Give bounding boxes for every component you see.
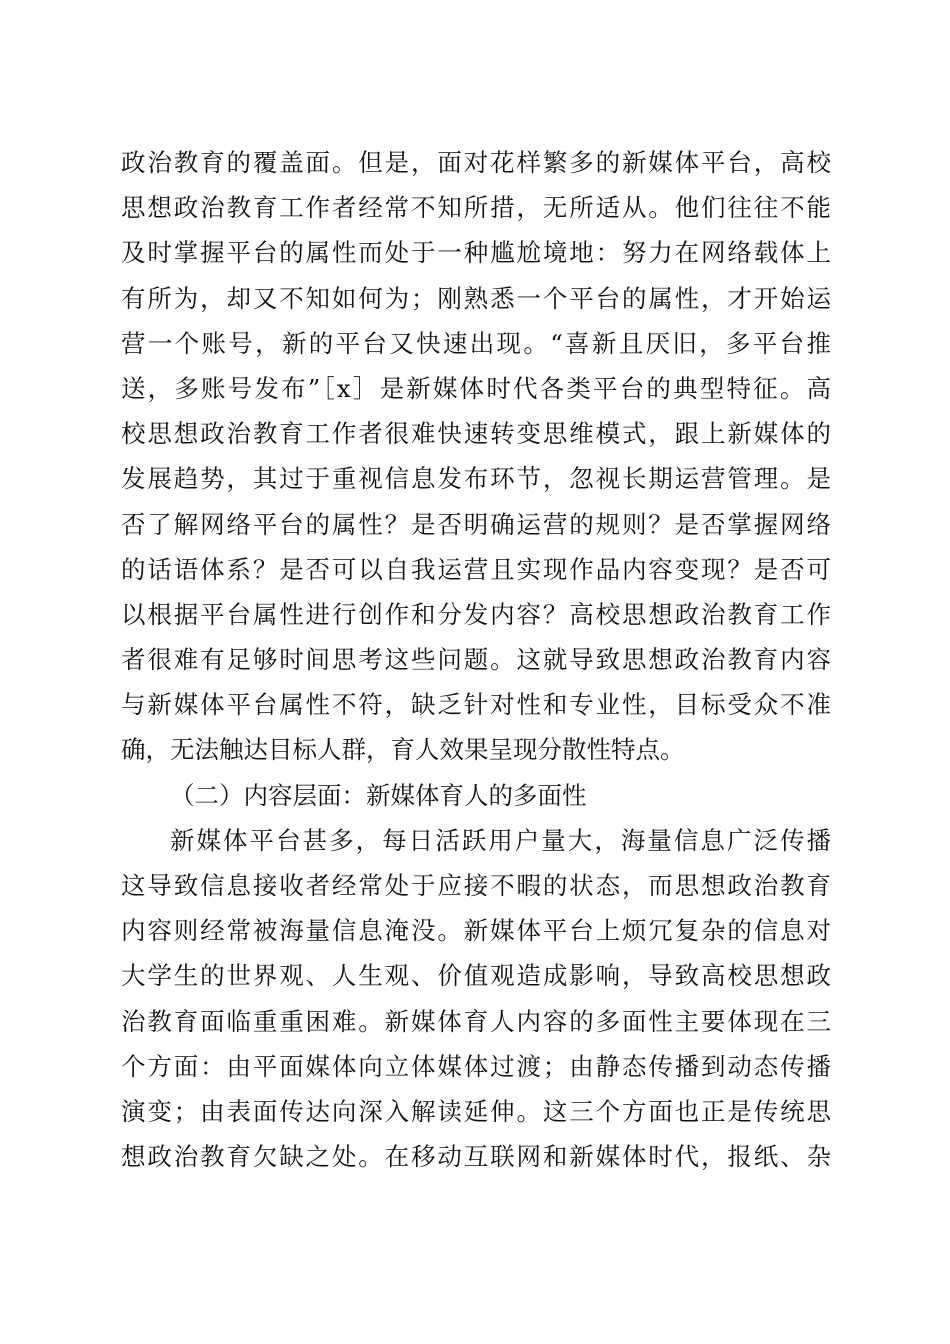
text-line: 这导致信息接收者经常处于应接不暇的状态，而思想政治教育 bbox=[121, 871, 831, 900]
text-line: 校思想政治教育工作者很难快速转变思维模式，跟上新媒体的 bbox=[121, 419, 831, 449]
text-line: 新媒体平台甚多，每日活跃用户量大，海量信息广泛传播 bbox=[170, 825, 831, 855]
text-line: 送，多账号发布”［x］是新媒体时代各类平台的典型特征。高 bbox=[121, 373, 831, 403]
text-line: 有所为，却又不知如何为；刚熟悉一个平台的属性，才开始运 bbox=[121, 283, 831, 313]
paragraph bbox=[121, 140, 831, 773]
section-heading: （二）内容层面：新媒体育人的多面性 bbox=[170, 780, 587, 810]
text-line: 政治教育的覆盖面。但是，面对花样繁多的新媒体平台，高校 bbox=[121, 148, 831, 177]
text-line: 及时掌握平台的属性而处于一种尴尬境地：努力在网络载体上 bbox=[121, 238, 831, 268]
text-line: 的话语体系？是否可以自我运营且实现作品内容变现？是否可 bbox=[121, 554, 831, 584]
text-line: 想政治教育欠缺之处。在移动互联网和新媒体时代，报纸、杂 bbox=[121, 1142, 831, 1172]
text-line: 思想政治教育工作者经常不知所措，无所适从。他们往往不能 bbox=[121, 193, 831, 223]
text-line: 以根据平台属性进行创作和分发内容？高校思想政治教育工作 bbox=[121, 599, 831, 629]
document-body bbox=[121, 140, 831, 1179]
text-line: 内容则经常被海量信息淹没。新媒体平台上烦冗复杂的信息对 bbox=[121, 916, 831, 946]
text-line: 大学生的世界观、人生观、价值观造成影响，导致高校思想政 bbox=[121, 961, 831, 991]
text-line: 与新媒体平台属性不符，缺乏针对性和专业性，目标受众不准 bbox=[121, 690, 831, 720]
text-line: 确，无法触达目标人群，育人效果呈现分散性特点。 bbox=[121, 735, 685, 765]
text-line: 个方面：由平面媒体向立体媒体过渡；由静态传播到动态传播 bbox=[121, 1051, 831, 1081]
text-line: 营一个账号，新的平台又快速出现。“喜新且厌旧，多平台推 bbox=[121, 328, 831, 358]
paragraph bbox=[121, 818, 831, 1180]
text-line: 演变；由表面传达向深入解读延伸。这三个方面也正是传统思 bbox=[121, 1096, 831, 1126]
text-line: 者很难有足够时间思考这些问题。这就导致思想政治教育内容 bbox=[121, 645, 831, 675]
text-line: 发展趋势，其过于重视信息发布环节，忽视长期运营管理。是 bbox=[121, 464, 831, 494]
text-line: 治教育面临重重困难。新媒体育人内容的多面性主要体现在三 bbox=[121, 1006, 831, 1036]
text-line: 否了解网络平台的属性？是否明确运营的规则？是否掌握网络 bbox=[121, 509, 831, 539]
